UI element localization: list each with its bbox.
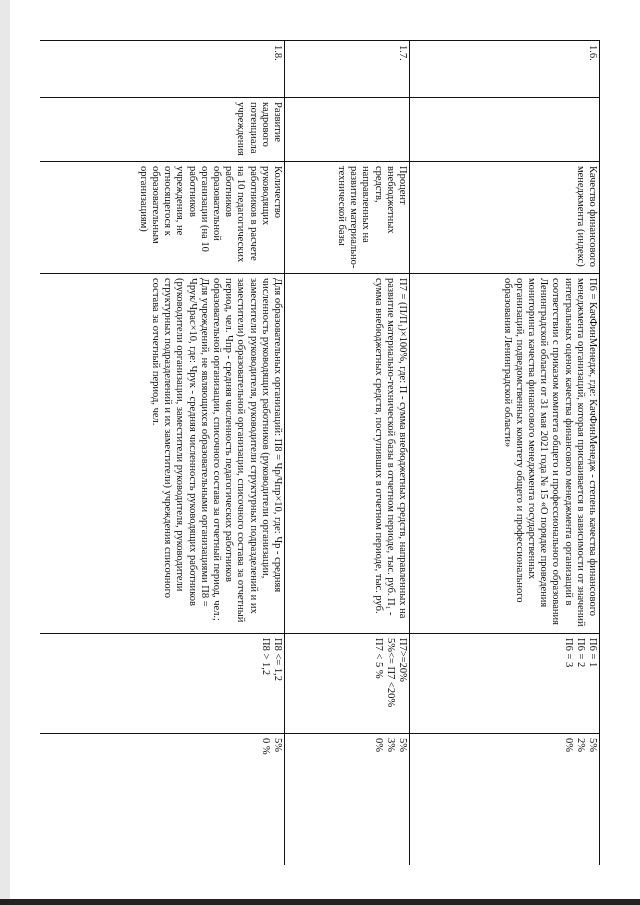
criteria-cell: [40, 634, 285, 734]
row-number: 1.7.: [285, 41, 410, 98]
indicator-formula: Для образовательных организаций: П8 = Чр/Чпр×10, где: Чр - средняя численность руководящих работников (руководители организации, заместители руководителя, руководители структурных подразделений и их заместители) образовательной организации, списочного состава за отчетный период, чел. Чпр - средняя численность педагогических работников образовательной организации, списочного состава за отчетный период, чел.; Для учреждений, не являющихся образовательными организациями П8 = Чрук/Чрас×10, где: Чрук - средняя численность руководящих работников (руководители организации, заместители руководителя, руководители структурных подразделений и их заместители) учреждения списочного состава за отчетный период, чел.: [40, 274, 285, 634]
percent-value: 5%: [397, 738, 408, 752]
criteria-cell: [285, 634, 410, 734]
percent-cell: [40, 734, 285, 866]
percent-cell: [285, 734, 410, 866]
row-number: 1.6.: [410, 41, 600, 98]
indicator-table: [40, 40, 600, 865]
criterion: П8 > 1,2: [259, 638, 271, 676]
table-row-1-6: [410, 41, 600, 866]
section-cell: [410, 98, 600, 162]
indicator-name: Процент внебюджетных средств, направленных на развитие материально-технической базы: [285, 162, 410, 274]
indicator-formula: П7 = (П/П₁)×100%, где: П - сумма внебюджетных средств, направленных на развитие материально-технической базы в отчетном периоде, тыс. руб. П₁ - сумма внебюджетных средств, поступивших в отчетном периоде, тыс. руб.: [285, 274, 410, 634]
criterion: П7>=20%: [397, 638, 408, 682]
criterion: П8 <= 1,2: [272, 638, 283, 682]
criteria-cell: [410, 634, 600, 734]
rotated-table-wrapper: [40, 40, 600, 865]
criterion: П6 = 2: [574, 638, 586, 668]
indicator-name: Качество финансового менеджмента (индекс): [410, 162, 600, 274]
percent-value: 3%: [384, 738, 396, 752]
document-page: [40, 40, 600, 865]
percent-value: 0%: [372, 738, 384, 752]
indicator-name: Количество руководящих работников в расчете на 10 педагогических работников образовательной организации (на 10 работников учреждения, не относящегося к образовательным организациям): [40, 162, 285, 274]
criterion: П6 = 3: [562, 638, 574, 668]
criterion: 5%<= П7 <20%: [384, 638, 396, 708]
percent-value: 0%: [562, 738, 574, 752]
percent-value: 0 %: [259, 738, 271, 755]
table-row-1-8: [40, 41, 285, 866]
section-name: Развитие кадрового потенциала учреждения: [40, 98, 285, 162]
scan-edge: [0, 0, 10, 905]
percent-value: 5%: [587, 738, 598, 752]
table-row-1-7: [285, 41, 410, 866]
scan-bottom-bar: [0, 899, 640, 905]
section-cell: [285, 98, 410, 162]
criterion: П7 < 5 %: [372, 638, 384, 679]
criterion: П6 = 1: [587, 638, 598, 668]
percent-cell: [410, 734, 600, 866]
row-number: 1.8.: [40, 41, 285, 98]
indicator-formula: П6 = КачФинМенедж, где: КачФинМенедж - степень качества финансового менеджмента организаций, которая присваивается в зависимости от значений интегральных оценок качества финансового менеджмента организаций в соответствии с приказом комитета общего и профессионального образования Ленинградской области от 31 мая 2021 года № 15 «О порядке проведения мониторинга качества финансового менеджмента государственных организаций, подведомственных комитету общего и профессионального образования Ленинградской области»: [410, 274, 600, 634]
percent-value: 5%: [272, 738, 283, 752]
percent-value: 2%: [574, 738, 586, 752]
